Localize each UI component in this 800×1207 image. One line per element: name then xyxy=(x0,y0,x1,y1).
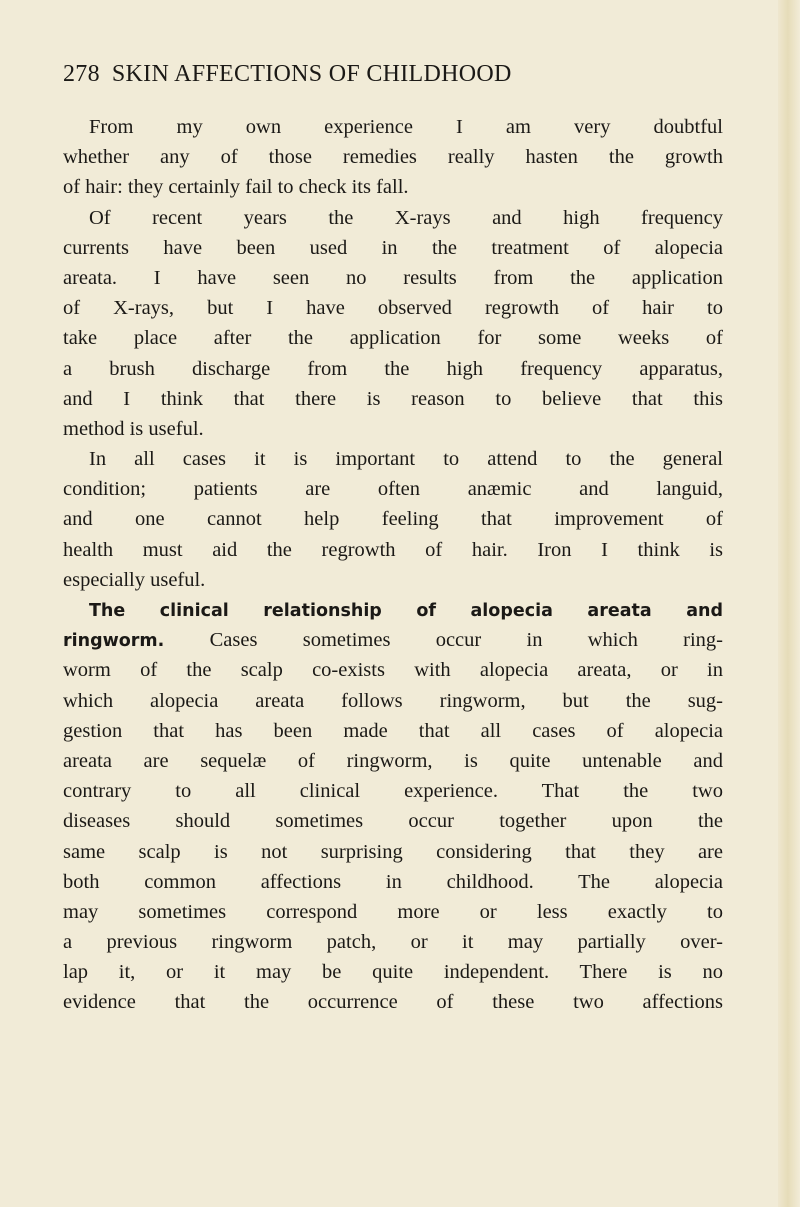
line-text: a brush discharge from the high frequency apparatus, xyxy=(63,357,723,380)
line-text: gestion that has been made that all cases of alopecia xyxy=(63,719,723,742)
line-text: both common affections in childhood. The alopecia xyxy=(63,870,723,893)
line-text: In all cases it is important to attend to the general xyxy=(89,448,723,471)
text-line xyxy=(63,837,723,867)
line-text: of X-rays, but I have observed regrowth of hair to xyxy=(63,297,723,320)
text-line xyxy=(63,444,723,474)
text-line xyxy=(63,625,723,655)
line-text: take place after the application for some weeks of xyxy=(63,327,723,350)
line-text: may sometimes correspond more or less exactly to xyxy=(63,900,723,923)
text-line xyxy=(63,354,723,384)
book-page xyxy=(63,58,723,1018)
line-text: diseases should sometimes occur together upon the xyxy=(63,810,723,833)
line-text: Of recent years the X-rays and high frequency xyxy=(89,206,723,229)
text-line xyxy=(63,172,723,202)
text-line xyxy=(63,384,723,414)
line-text: condition; patients are often anæmic and languid, xyxy=(63,478,723,501)
line-text: and one cannot help feeling that improvement of xyxy=(63,508,723,531)
text-line xyxy=(63,655,723,685)
page-edge-shadow xyxy=(778,0,800,1207)
text-line xyxy=(63,112,723,142)
line-text: of hair: they certainly fail to check its fall. xyxy=(63,176,409,199)
running-header xyxy=(63,58,723,90)
text-line xyxy=(63,504,723,534)
text-line xyxy=(63,293,723,323)
text-line xyxy=(63,987,723,1017)
line-text: whether any of those remedies really hasten the growth xyxy=(63,146,723,169)
line-text: areata are sequelæ of ringworm, is quite untenable and xyxy=(63,749,723,772)
line-text: currents have been used in the treatment of alopecia xyxy=(63,236,723,259)
text-line xyxy=(63,233,723,263)
line-text: areata. I have seen no results from the application xyxy=(63,266,723,289)
text-line xyxy=(63,716,723,746)
text-line xyxy=(63,957,723,987)
line-text: Cases sometimes occur in which ring- xyxy=(164,629,723,652)
text-line xyxy=(63,323,723,353)
text-line xyxy=(63,414,723,444)
text-line xyxy=(63,686,723,716)
body-text xyxy=(63,112,723,1018)
line-text: a previous ringworm patch, or it may partially over- xyxy=(63,931,723,954)
running-title: SKIN AFFECTIONS OF CHILDHOOD xyxy=(111,61,512,87)
line-text: evidence that the occurrence of these two affections xyxy=(63,991,723,1014)
line-text: method is useful. xyxy=(63,417,204,440)
line-text: worm of the scalp co-exists with alopecia areata, or in xyxy=(63,659,723,682)
text-line xyxy=(63,263,723,293)
page-number: 278 xyxy=(63,61,100,87)
line-text: especially useful. xyxy=(63,568,206,591)
text-line xyxy=(63,535,723,565)
text-line xyxy=(63,806,723,836)
text-line xyxy=(63,897,723,927)
line-text: health must aid the regrowth of hair. Iron I think is xyxy=(63,538,723,561)
text-line xyxy=(63,142,723,172)
text-line xyxy=(63,927,723,957)
text-line xyxy=(63,867,723,897)
text-line xyxy=(63,776,723,806)
line-text: same scalp is not surprising considering that they are xyxy=(63,840,723,863)
text-line xyxy=(63,474,723,504)
line-text: and I think that there is reason to believe that this xyxy=(63,387,723,410)
section-heading: The clinical relationship of alopecia areata and xyxy=(89,601,723,621)
text-line xyxy=(63,746,723,776)
text-line xyxy=(63,595,723,625)
line-text: lap it, or it may be quite independent. There is no xyxy=(63,961,723,984)
section-heading: ringworm. xyxy=(63,631,165,652)
line-text: contrary to all clinical experience. That the two xyxy=(63,780,723,803)
line-text: From my own experience I am very doubtful xyxy=(89,116,723,138)
text-line xyxy=(63,203,723,233)
line-text: which alopecia areata follows ringworm, but the sug- xyxy=(63,689,723,712)
text-line xyxy=(63,565,723,595)
